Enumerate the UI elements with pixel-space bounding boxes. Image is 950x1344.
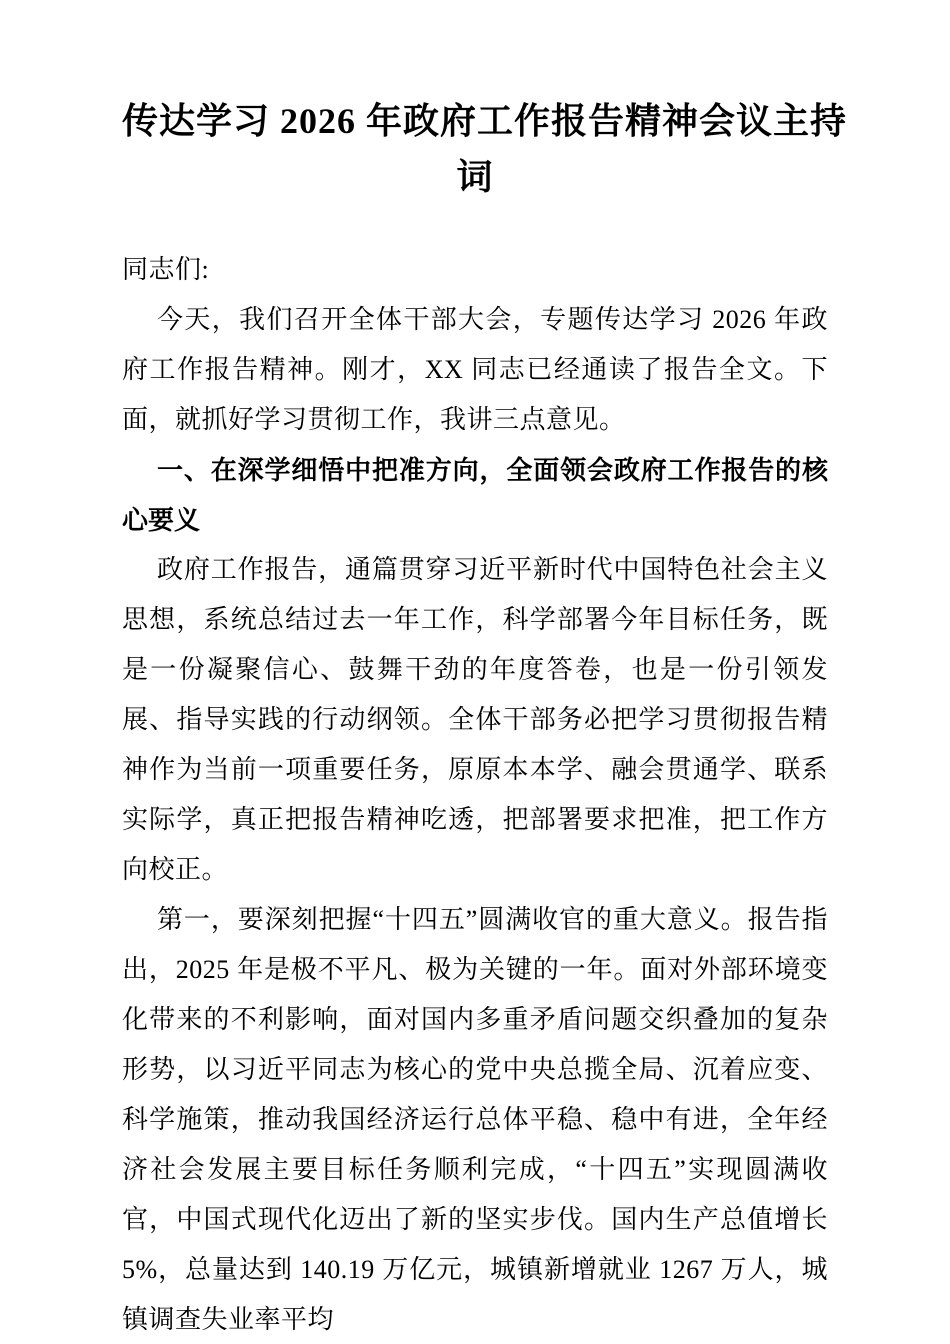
paragraph: 今天，我们召开全体干部大会，专题传达学习 2026 年政府工作报告精神。刚才，XX 同志已经通读了报告全文。下面，就抓好学习贯彻工作，我讲三点意见。 [122, 305, 828, 434]
paragraph: 第一，要深刻把握“十四五”圆满收官的重大意义。报告指出，2025 年是极不平凡、极为关键的一年。面对外部环境变化带来的不利影响，面对国内多重矛盾问题交织叠加的复杂形势，以习近平同志为核心的党中央总揽全局、沉着应变、科学施策，推动我国经济运行总体平稳、稳中有进，全年经济社会发展主要目标任务顺利完成，“十四五”实现圆满收官，中国式现代化迈出了新的坚实步伐。国内生产总值增长 5%，总量达到 140.19 万亿元，城镇新增就业 1267 万人，城镇调查失业率平均 [122, 905, 828, 1334]
section-heading: 一、在深学细悟中把准方向，全面领会政府工作报告的核心要义 [122, 455, 828, 535]
paragraph: 同志们: [122, 255, 210, 284]
document-body [122, 245, 828, 1344]
document-title-line-2: 词 [456, 157, 494, 197]
document-title-line-1: 传达学习 2026 年政府工作报告精神会议主持 [122, 101, 848, 141]
document-title [122, 93, 848, 205]
paragraph: 政府工作报告，通篇贯穿习近平新时代中国特色社会主义思想，系统总结过去一年工作，科学部署今年目标任务，既是一份凝聚信心、鼓舞干劲的年度答卷，也是一份引领发展、指导实践的行动纲领。全体干部务必把学习贯彻报告精神作为当前一项重要任务，原原本本学、融会贯通学、联系实际学，真正把报告精神吃透，把部署要求把准，把工作方向校正。 [122, 555, 828, 884]
